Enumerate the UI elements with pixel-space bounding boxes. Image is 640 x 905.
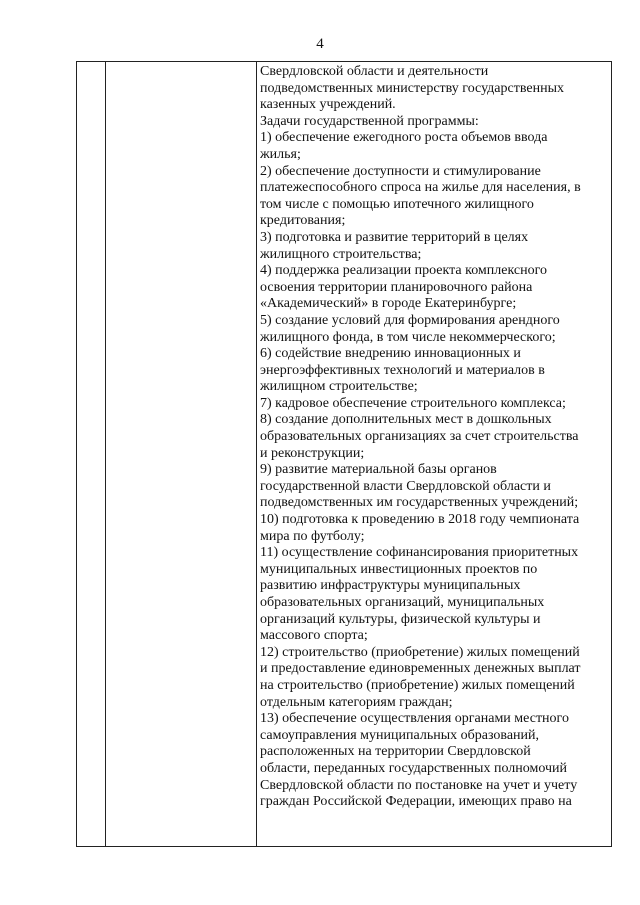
task-10-line: мира по футболу; [260,528,365,544]
program-tasks-text [257,62,611,811]
task-13-line: расположенных на территории Свердловской [260,744,531,760]
row-name-cell [106,62,257,847]
task-13-line: области, переданных государственных полномочий [260,760,567,776]
task-1-line: жилья; [260,146,301,162]
text-line: Свердловской области и деятельности [260,64,489,79]
task-12-line: и предоставление единовременных денежных выплат [260,661,581,677]
task-4-line: освоения территории планировочного района [260,279,533,295]
task-13-line: Свердловской области по постановке на учет и учету [260,777,578,793]
task-12-line: 12) строительство (приобретение) жилых помещений [260,644,580,660]
task-11-line: организаций культуры, физической культуры и [260,611,541,627]
task-13-line: 13) обеспечение осуществления органами местного [260,711,569,727]
task-4-line: 4) поддержка реализации проекта комплексного [260,263,548,279]
task-11-line: массового спорта; [260,628,368,644]
task-6-line: энергоэффективных технологий и материалов в [260,362,545,378]
task-3-line: жилищного строительства; [260,246,422,262]
task-1-line: 1) обеспечение ежегодного роста объемов ввода [260,130,548,146]
task-9-line: 9) развитие материальной базы органов [260,462,497,478]
task-2-line: кредитования; [260,213,346,229]
task-6-line: 6) содействие внедрению инновационных и [260,346,521,362]
task-2-line: 2) обеспечение доступности и стимулирование [260,163,541,179]
task-12-line: на строительство (приобретение) жилых помещений [260,677,575,693]
text-line: казенных учреждений. [260,97,396,113]
task-13-line: граждан Российской Федерации, имеющих право на [260,794,572,810]
task-5-line: 5) создание условий для формирования арендного [260,312,560,328]
task-2-line: платежеспособного спроса на жилье для населения, в [260,180,581,196]
page-number: 4 [316,36,324,52]
task-5-line: жилищного фонда, в том числе некоммерческого; [260,329,556,345]
task-6-line: жилищном строительстве; [260,379,418,395]
task-11-line: 11) осуществление софинансирования приоритетных [260,545,579,561]
text-line: подведомственных министерству государственных [260,80,564,96]
task-12-line: отдельным категориям граждан; [260,694,453,710]
table-row [77,62,612,847]
task-7-line: 7) кадровое обеспечение строительного комплекса; [260,395,566,411]
task-8-line: и реконструкции; [260,445,365,461]
task-4-line: «Академический» в городе Екатеринбурге; [260,296,517,312]
row-number-cell [77,62,106,847]
task-2-line: том числе с помощью ипотечного жилищного [260,196,534,212]
task-10-line: 10) подготовка к проведению в 2018 году чемпионата [260,512,580,528]
task-11-line: развитию инфраструктуры муниципальных [260,578,521,594]
task-8-line: 8) создание дополнительных мест в дошкольных [260,412,552,428]
tasks-heading: Задачи государственной программы: [260,113,479,129]
task-13-line: самоуправления муниципальных образований, [260,727,540,743]
task-8-line: образовательных организациях за счет строительства [260,429,579,445]
task-11-line: образовательных организаций, муниципальных [260,595,545,610]
task-9-line: государственной власти Свердловской области и [260,478,551,494]
task-3-line: 3) подготовка и развитие территорий в целях [260,229,529,245]
row-content-cell [257,62,612,847]
program-passport-table [76,61,612,847]
task-11-line: муниципальных инвестиционных проектов по [260,561,538,577]
task-9-line: подведомственных им государственных учреждений; [260,495,579,511]
